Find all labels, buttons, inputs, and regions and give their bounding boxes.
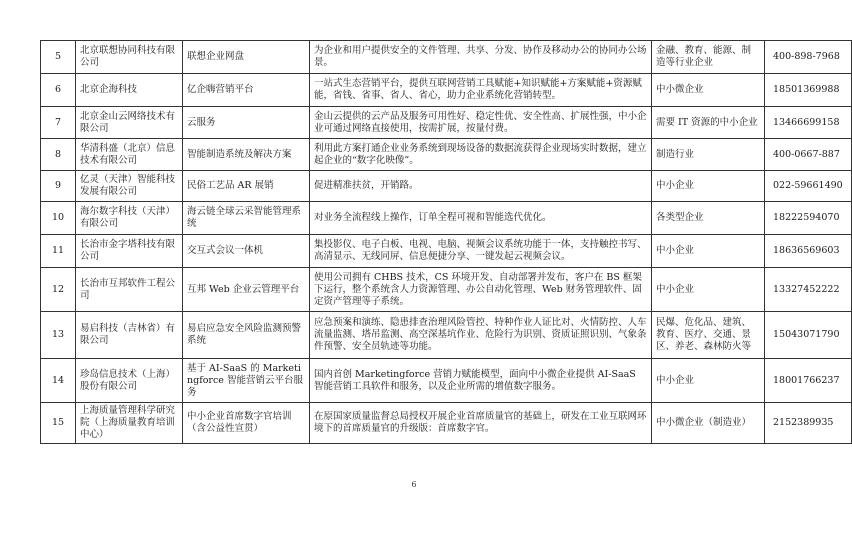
description-cell: 利用此方案打通企业业务系统到现场设备的数据流获得企业现场实时数据，建立起企业的“数字化映像”。 bbox=[310, 139, 652, 171]
table-row bbox=[41, 41, 852, 74]
row-number: 8 bbox=[41, 139, 76, 171]
company-cell: 北京联想协同科技有限公司 bbox=[76, 41, 183, 74]
description-cell: 促进精准扶贫，开销路。 bbox=[310, 171, 652, 202]
description-cell: 为企业和用户提供安全的文件管理、共享、分发、协作及移动办公的协同办公场景。 bbox=[310, 41, 652, 74]
company-cell: 北京金山云网络技术有限公司 bbox=[76, 107, 183, 139]
row-number: 12 bbox=[41, 268, 76, 312]
description-cell: 金山云提供的云产品及服务可用性好、稳定性优、安全性高、扩展性强，中小企业可通过网络直接使用，按需扩展，按量付费。 bbox=[310, 107, 652, 139]
company-cell: 珍岛信息技术（上海）股份有限公司 bbox=[76, 359, 183, 403]
target-cell: 需要 IT 资源的中小企业 bbox=[652, 107, 765, 139]
table-row bbox=[41, 403, 852, 444]
phone-cell: 13466699158 bbox=[765, 107, 852, 139]
product-cell: 海云链全球云采智能管理系统 bbox=[183, 202, 310, 235]
phone-cell: 2152389935 bbox=[765, 403, 852, 444]
row-number: 7 bbox=[41, 107, 76, 139]
description-cell: 应急预案和演练、隐患排查治理风险管控、特种作业人证比对、火情防控、人车流量监测、塔吊监测、高空深基坑作业、危险行为识别、资质证照识别、气象条件预警、安全员轨迹等功能。 bbox=[310, 312, 652, 359]
table-row bbox=[41, 312, 852, 359]
description-cell: 集投影仪、电子白板、电视、电脑、视频会议系统功能于一体，支持触控书写、高清显示、无线同屏、信息便捷分享、一键发起云视频会议。 bbox=[310, 235, 652, 268]
product-cell: 云服务 bbox=[183, 107, 310, 139]
product-cell: 联想企业网盘 bbox=[183, 41, 310, 74]
table-row bbox=[41, 139, 852, 171]
product-cell: 互邦 Web 企业云管理平台 bbox=[183, 268, 310, 312]
phone-cell: 18636569603 bbox=[765, 235, 852, 268]
table-row bbox=[41, 74, 852, 107]
row-number: 13 bbox=[41, 312, 76, 359]
table-row bbox=[41, 268, 852, 312]
company-cell: 上海质量管理科学研究院（上海质量教育培训中心） bbox=[76, 403, 183, 444]
row-number: 6 bbox=[41, 74, 76, 107]
product-cell: 智能制造系统及解决方案 bbox=[183, 139, 310, 171]
target-cell: 民爆、危化品、建筑、教育、医疗、交通、景区、养老、森林防火等 bbox=[652, 312, 765, 359]
description-cell: 在原国家质量监督总局授权开展企业首席质量官的基础上，研发在工业互联网环境下的首席质量官的升级版：首席数字官。 bbox=[310, 403, 652, 444]
company-cell: 北京企海科技 bbox=[76, 74, 183, 107]
phone-cell: 18222594070 bbox=[765, 202, 852, 235]
table-row bbox=[41, 235, 852, 268]
product-cell: 亿企嗨营销平台 bbox=[183, 74, 310, 107]
target-cell: 中小微企业 bbox=[652, 74, 765, 107]
company-cell: 华清科盛（北京）信息技术有限公司 bbox=[76, 139, 183, 171]
row-number: 5 bbox=[41, 41, 76, 74]
phone-cell: 18501369988 bbox=[765, 74, 852, 107]
description-cell: 对业务全流程线上操作，订单全程可视和智能选代优化。 bbox=[310, 202, 652, 235]
phone-cell: 400-898-7968 bbox=[765, 41, 852, 74]
company-cell: 易启科技（吉林省）有限公司 bbox=[76, 312, 183, 359]
target-cell: 中小微企业（制造业） bbox=[652, 403, 765, 444]
row-number: 9 bbox=[41, 171, 76, 202]
table-row bbox=[41, 202, 852, 235]
description-cell: 一站式生态营销平台，提供互联网营销工具赋能+知识赋能+方案赋能+资源赋能，省钱、省事、省人、省心，助力企业系统化营销转型。 bbox=[310, 74, 652, 107]
phone-cell: 400-0667-887 bbox=[765, 139, 852, 171]
phone-cell: 022-59661490 bbox=[765, 171, 852, 202]
table-row bbox=[41, 107, 852, 139]
product-cell: 交互式会议一体机 bbox=[183, 235, 310, 268]
page-number: 6 bbox=[411, 480, 417, 489]
company-cell: 长治市互邦软件工程公司 bbox=[76, 268, 183, 312]
product-cell: 易启应急安全风险监测预警系统 bbox=[183, 312, 310, 359]
target-cell: 中小企业 bbox=[652, 235, 765, 268]
table-row bbox=[41, 359, 852, 403]
company-cell: 亿灵（天津）智能科技发展有限公司 bbox=[76, 171, 183, 202]
description-cell: 国内首创 Marketingforce 营销力赋能模型，面向中小微企业提供 AI-SaaS 智能营销工具软件和服务，以及企业所需的增值数字服务。 bbox=[310, 359, 652, 403]
target-cell: 制造行业 bbox=[652, 139, 765, 171]
enterprise-service-table bbox=[40, 40, 852, 444]
phone-cell: 18001766237 bbox=[765, 359, 852, 403]
row-number: 10 bbox=[41, 202, 76, 235]
target-cell: 中小企业 bbox=[652, 359, 765, 403]
target-cell: 中小企业 bbox=[652, 268, 765, 312]
row-number: 14 bbox=[41, 359, 76, 403]
target-cell: 金融、教育、能源、制造等行业企业 bbox=[652, 41, 765, 74]
company-cell: 海尔数字科技（天津）有限公司 bbox=[76, 202, 183, 235]
table-body bbox=[41, 41, 852, 444]
company-cell: 长治市金字塔科技有限公司 bbox=[76, 235, 183, 268]
target-cell: 中小企业 bbox=[652, 171, 765, 202]
product-cell: 基于 AI-SaaS 的 Marketingforce 智能营销云平台服务 bbox=[183, 359, 310, 403]
product-cell: 中小企业首席数字官培训（含公益性宣贯） bbox=[183, 403, 310, 444]
phone-cell: 13327452222 bbox=[765, 268, 852, 312]
row-number: 15 bbox=[41, 403, 76, 444]
table-row bbox=[41, 171, 852, 202]
phone-cell: 15043071790 bbox=[765, 312, 852, 359]
product-cell: 民俗工艺品 AR 展销 bbox=[183, 171, 310, 202]
description-cell: 使用公司拥有 CHBS 技术，CS 环境开发、自动部署并发布，客户在 BS 框架下运行，整个系统含人力资源管理、办公自动化管理、Web 财务管理软件、固定资产管理等子系统。 bbox=[310, 268, 652, 312]
row-number: 11 bbox=[41, 235, 76, 268]
target-cell: 各类型企业 bbox=[652, 202, 765, 235]
